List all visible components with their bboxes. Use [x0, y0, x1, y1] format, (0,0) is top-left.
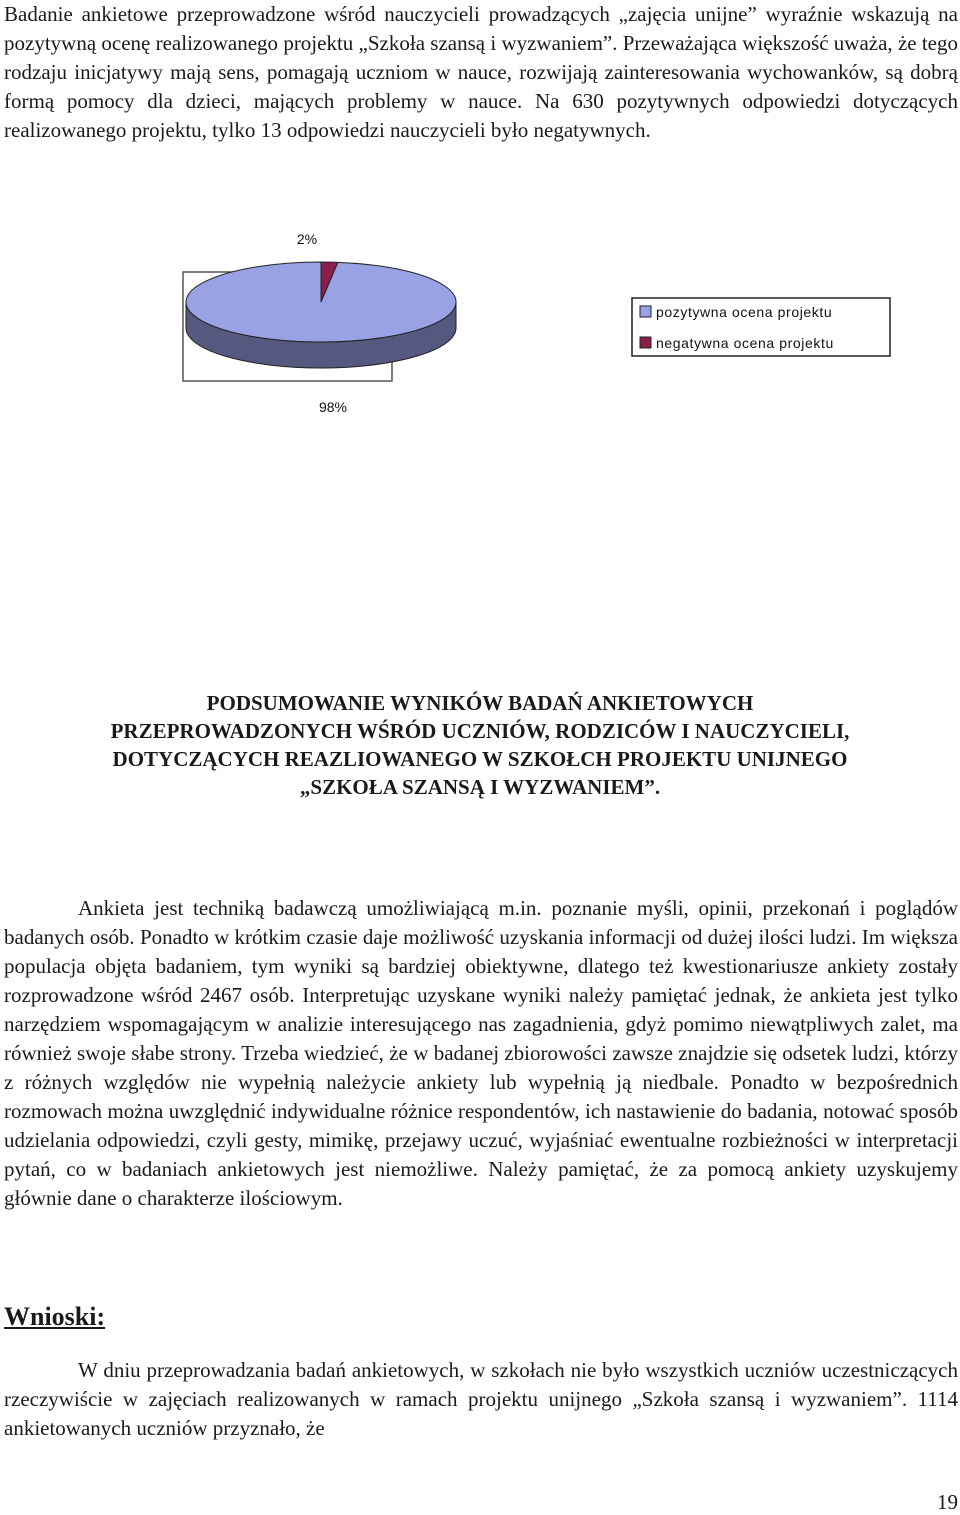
pie-chart	[0, 230, 960, 430]
intro-paragraph: Badanie ankietowe przeprowadzone wśród nauczycieli prowadzących „zajęcia unijne” wyraźnie wskazują na pozytywną ocenę realizowanego projektu „Szkoła szansą i wyzwaniem”. Przeważająca większość uważa, że tego rodzaju inicjatywy mają sens, pomagają uczniom w nauce, rozwijają zainteresowania wychowanków, są dobrą formą pomocy dla dzieci, mających problemy w nauce. Na 630 pozytywnych odpowiedzi dotyczących realizowanego projektu, tylko 13 odpowiedzi nauczycieli było negatywnych.	[4, 2, 958, 142]
conclusions-heading: Wnioski:	[4, 1302, 106, 1331]
summary-title-line: PRZEPROWADZONYCH WŚRÓD UCZNIÓW, RODZICÓW I NAUCZYCIELI,	[110, 719, 850, 743]
page-number: 19	[937, 1490, 958, 1514]
legend-swatch	[640, 337, 651, 348]
survey-method-paragraph: Ankieta jest techniką badawczą umożliwiającą m.in. poznanie myśli, opinii, przekonań i poglądów badanych osób. Ponadto w krótkim czasie daje możliwość uzyskania informacji od dużej ilości ludzi. Im większa populacja objęta badaniem, tym wyniki są bardziej obiektywne, dlatego też kwestionariusze ankiety zostały rozprowadzone wśród 2467 osób. Interpretując uzyskane wyniki należy pamiętać jednak, że ankieta jest tylko narzędziem wspomagającym w analizie interesującego nas zagadnienia, gdyż pomimo niewątpliwych zalet, ma również swoje słabe strony. Trzeba wiedzieć, że w badanej zbiorowości zawsze znajdzie się odsetek ludzi, którzy z różnych względów nie wypełnią należycie ankiety lub wypełnią ją niedbale. Ponadto w bezpośrednich rozmowach można uwzględnić indywidualne różnice respondentów, ich nastawienie do badania, notować sposób udzielania odpowiedzi, czyli gesty, mimikę, przejawy uczuć, wyjaśniać ewentualne rozbieżności w interpretacji pytań, co w badaniach ankietowych jest niemożliwe. Należy pamiętać, że za pomocą ankiety uzyskujemy głównie dane o charakterze ilościowym.	[4, 896, 958, 1210]
legend-label: negatywna ocena projektu	[656, 335, 834, 351]
summary-title-line: PODSUMOWANIE WYNIKÓW BADAŃ ANKIETOWYCH	[206, 691, 754, 715]
legend-label: pozytywna ocena projektu	[656, 304, 833, 320]
summary-title-line: DOTYCZĄCYCH REAZLIOWANEGO W SZKOŁCH PROJEKTU UNIJNEGO	[112, 747, 848, 771]
summary-title-line: „SZKOŁA SZANSĄ I WYZWANIEM”.	[299, 775, 661, 799]
pie-slices	[186, 262, 456, 368]
pie-slice	[186, 262, 456, 342]
pie-data-label: 98%	[318, 399, 348, 415]
legend-swatch	[640, 306, 651, 317]
pie-data-label: 2%	[296, 231, 318, 247]
legend	[632, 298, 890, 356]
conclusions-paragraph: W dniu przeprowadzania badań ankietowych, w szkołach nie było wszystkich uczniów uczestniczących rzeczywiście w zajęciach realizowanych w ramach projektu unijnego „Szkoła szansą i wyzwaniem”. 1114 ankietowanych uczniów przyznało, że	[4, 1358, 958, 1440]
pie-chart-svg	[0, 230, 960, 430]
summary-title	[0, 689, 960, 801]
